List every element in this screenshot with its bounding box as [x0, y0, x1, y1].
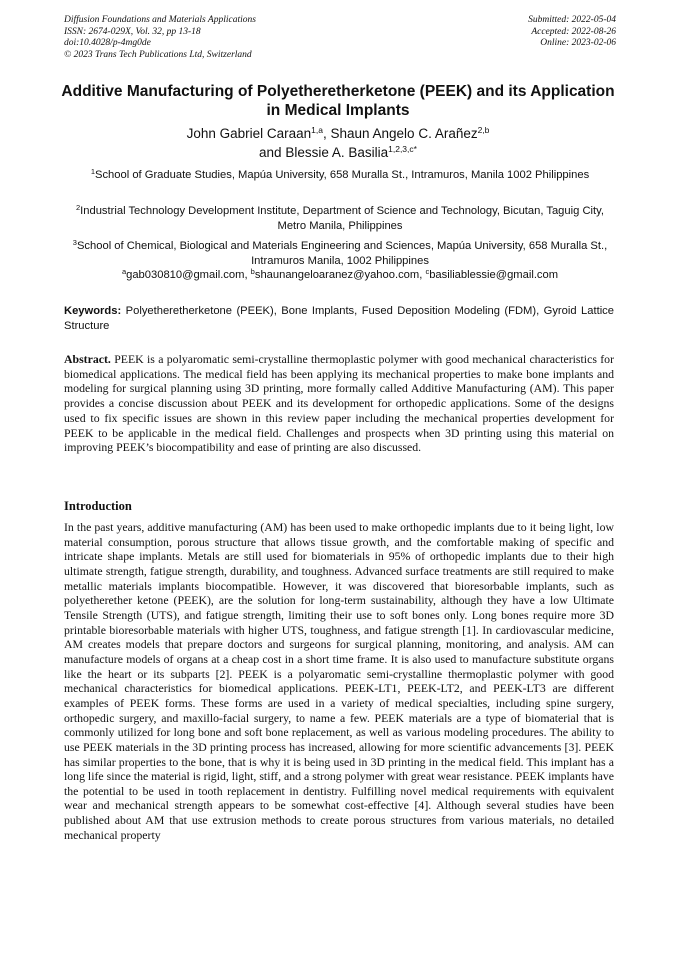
affiliation-text: Industrial Technology Development Institute, Department of Science and Technology, Bicutan, Taguig City, Metro Manila, Philippines — [80, 205, 604, 232]
journal-name: Diffusion Foundations and Materials Applications — [64, 15, 256, 25]
email-mark: a — [121, 267, 127, 276]
email-link[interactable]: gab030810@gmail.com, — [126, 269, 251, 281]
email-link[interactable]: basiliablessie@gmail.com — [429, 269, 559, 281]
journal-copyright: © 2023 Trans Tech Publications Ltd, Switzerland — [64, 49, 252, 60]
author-name: Shaun Angelo C. Arañez — [330, 126, 478, 141]
online-date: Online: 2023-02-06 — [540, 38, 616, 48]
affiliation-text: School of Graduate Studies, Mapúa University, 658 Muralla St., Intramuros, Manila 1002 Philippines — [95, 169, 590, 181]
affiliation — [64, 204, 616, 233]
author-emails — [64, 268, 616, 283]
affiliation-mark: 2 — [75, 203, 81, 212]
author-affiliation-mark: 2,b — [477, 125, 490, 135]
abstract-label: Abstract. — [64, 352, 111, 366]
author-name: Blessie A. Basilia — [285, 145, 389, 160]
author-affiliation-mark: 1,2,3,c* — [388, 144, 417, 154]
journal-header-right — [528, 15, 616, 50]
abstract-text: PEEK is a polyaromatic semi-crystalline thermoplastic polymer with good mechanical characteristics for biomedical applications. The medical field has been applying its mechanical properties to make bone implants and modeling for surgical planning using 3D printing, more formally called Additive Manufacturing (AM). This paper provides a concise discussion about PEEK and its development for orthopedic applications. Some of the designs used to fix specific issues are shown in this review paper including the mechanical properties development for PEEK to be applicable in the medical field. Challenges and prospects when 3D printing using this material on improving PEEK’s biocompatibility and ease of printing are also discussed. — [64, 352, 614, 455]
accepted-date: Accepted: 2022-08-26 — [531, 26, 616, 37]
author-conjunction: and — [259, 145, 286, 160]
email-link[interactable]: shaunangeloaranez@yahoo.com, — [254, 269, 426, 281]
keywords-text: Polyetheretherketone (PEEK), Bone Implants, Fused Deposition Modeling (FDM), Gyroid Lattice Structure — [64, 305, 614, 332]
author-separator: , — [322, 126, 331, 141]
submitted-date: Submitted: 2022-05-04 — [528, 15, 616, 25]
author-list — [60, 124, 616, 162]
affiliation-mark: 3 — [72, 238, 77, 247]
journal-issn: ISSN: 2674-029X, Vol. 32, pp 13-18 — [64, 26, 201, 37]
keywords-label: Keywords: — [64, 305, 122, 317]
author-affiliation-mark: 1,a — [311, 125, 323, 135]
journal-doi[interactable]: doi:10.4028/p-4mg0de — [64, 38, 151, 48]
affiliation-mark: 1 — [90, 167, 95, 176]
abstract — [64, 352, 614, 455]
email-mark: c — [425, 267, 430, 276]
affiliation-text: School of Chemical, Biological and Materials Engineering and Sciences, Mapúa University, 658 Muralla St., Intramuros Manila, 1002 Philippines — [76, 240, 608, 267]
paper-title: Additive Manufacturing of Polyetheretherketone (PEEK) and its Application in Medical Implants — [61, 83, 615, 119]
keywords — [64, 304, 614, 333]
email-mark: b — [250, 267, 255, 276]
journal-header-left — [64, 15, 256, 61]
introduction-body: In the past years, additive manufacturing (AM) has been used to make orthopedic implants due to it being light, low material consumption, porous structure that allows tissue growth, and the comfortable making of specific and intricate shape implants. Metals are still used for biomaterials in 95% of orthopedic implants due to their high ultimate strength, fatigue strength, durability, and toughness. Advanced surface treatments are still required to make metallic materials implants biocompatible. However, it was discovered that bioresorbable implants, such as polyetherether ketone (PEEK), are the solution for long-term sustainability, although they have a low Ultimate Tensile Strength (UTS), and fatigue strength, limiting their use to soft bones only. Long bones require more 3D printable bioresorbable materials with higher UTS, toughness, and fatigue strength [1]. In cardiovascular medicine, AM creates models that prepare doctors and surgeons for surgical planning, monitoring, and analysis. AM can manufacture models of organs at a cheap cost in a short time frame. It is also used to manufacture substitute organs like the heart or its subparts [2]. PEEK is a polyaromatic semi-crystalline thermoplastic polymer with good mechanical characteristics for biomedical applications. PEEK-LT1, PEEK-LT2, and PEEK-LT3 are different examples of PEEK forms. These forms are used in a variety of medical specialties, including spine surgery, orthopedic surgery, and maxillo-facial surgery, to name a few. PEEK materials are a type of biomaterial that is commonly utilized for long bone and soft bone replacement, as well as various modeling procedures. The ability to use PEEK materials in the 3D printing process has increased, allowing for more scientific advancements [3]. PEEK has similar properties to the bone, that is why it is being used in 3D printing in the medical field. This implant has a long life since the material is rigid, light, stiff, and a strong polymer with great wear resistance. PEEK implants have the potential to be used in tooth replacement in dentistry. Fulfilling novel medical requirements with equivalent wear and mechanical strength appears to be somewhat cost-effective [4]. Although several studies have been published about AM that use extrusion methods to create porous structures from various materials, no detailed mechanical property — [64, 520, 614, 842]
section-heading-introduction: Introduction — [64, 499, 132, 513]
affiliation — [64, 168, 616, 183]
affiliation — [64, 239, 616, 268]
author-name: John Gabriel Caraan — [186, 126, 312, 141]
